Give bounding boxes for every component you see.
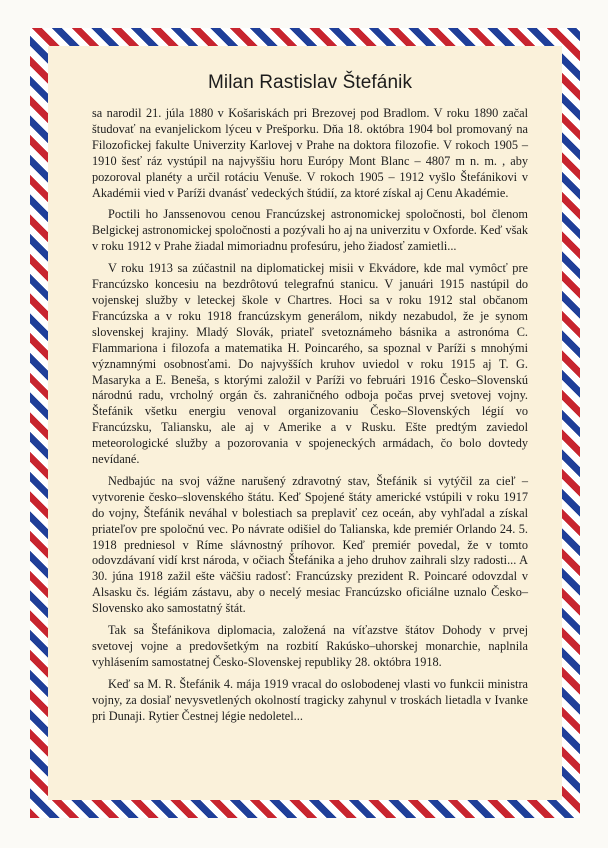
paragraph-2: Poctili ho Janssenovou cenou Francúzskej astronomickej spoločnosti, bol členom Belgickej astronomickej spoločnosti a pozývali ho aj na univerzitu v Oxforde. Keď však v roku 1912 v Prahe žiadal mimoriadnu profesúru, jeho žiadosť zamietli... — [92, 207, 528, 254]
paragraph-4: Nedbajúc na svoj vážne narušený zdravotný stav, Štefánik si vytýčil za cieľ – vytvorenie česko–slovenského štátu. Keď Spojené štáty americké vstúpili v roku 1917 do vojny, Štefánik neváhal v bolestiach sa preplaviť cez oceán, aby vyhľadal a získal priateľov pre spoločnú vec. Po návrate odišiel do Talianska, kde premiér Orlando 24. 5. 1918 predniesol v Ríme slávnostný príhovor. Keď premiér povedal, že v tomto odovzdávaní vidí krst národa, v očiach Štefánika a jeho druhov zaihrali slzy radosti... A 30. júna 1918 zažil ešte väčšiu radosť: Francúzsky prezident R. Poincaré odovzdal v Alsasku čs. légiám zástavu, aby o necelý mesiac Francúzsko oficiálne uznalo Česko–Slovensko ako samostatný štát. — [92, 473, 528, 616]
airmail-stripe-border — [30, 28, 580, 818]
document-body — [92, 106, 528, 725]
text-panel — [48, 46, 562, 800]
paragraph-1: sa narodil 21. júla 1880 v Košariskách pri Brezovej pod Bradlom. V roku 1890 začal študovať na evanjelickom lýceu v Prešporku. Dňa 18. októbra 1904 bol promovaný na Filozofickej fakulte Univerzity Karlovej v Prahe na doktora filozofie. V rokoch 1905 – 1910 šesť ráz vystúpil na najvyššiu horu Európy Mont Blanc – 4807 m n. m. , aby pozoroval planéty a určil rotáciu Venuše. V rokoch 1905 – 1912 vyšlo Štefánikovi v Akadémii vied v Paríži dvanásť vedeckých štúdií, za ktoré získal aj Cenu Akadémie. — [92, 106, 528, 200]
paragraph-5: Tak sa Štefánikova diplomacia, založená na víťazstve štátov Dohody v prvej svetovej vojne a predovšetkým na rozbití Rakúsko–uhorskej monarchie, naplnila vyhlásením samostatnej Česko-Slovenskej republiky 28. októbra 1918. — [92, 623, 528, 669]
paragraph-6: Keď sa M. R. Štefánik 4. mája 1919 vracal do oslobodenej vlasti vo funkcii ministra vojny, za dosiaľ nevysvetlených okolností tragicky zahynul v troskách lietadla v Ivanke pri Dunaji. Rytier Čestnej légie nedoletel... — [92, 676, 528, 723]
paragraph-3: V roku 1913 sa zúčastnil na diplomatickej misii v Ekvádore, kde mal vymôcť pre Francúzsko koncesiu na bezdrôtovú telegrafnú stanicu. V januári 1915 nastúpil do vojenskej služby v leteckej škole v Chartres. Hoci sa v roku 1912 stal občanom Francúzska a v roku 1918 francúzskym generálom, nikdy nezabudol, že je synom slovenskej krajiny. Mladý Slovák, priateľ svetoznámeho básnika a astronóma C. Flammariona i filozofa a matematika H. Poincarého, sa spoznal v Paríži s mnohými významnými osobnosťami. Do najvyšších kruhov uviedol v roku 1915 aj T. G. Masaryka a E. Beneša, s ktorými založil v Paríži vo februári 1916 Česko–Slovenskú národnú radu, vrcholný orgán čs. zahraničného odboja počas prvej svetovej vojny. Štefánik všetku energiu venoval organizovaniu Česko–Slovenských légií vo Francúzsku, Taliansku, ale aj v Amerike a v Rusku. Ešte predtým zaviedol meteorologické služby a pozorovania v spojeneckých armádach, čo bolo dovtedy nevídané. — [92, 261, 528, 467]
document-title: Milan Rastislav Štefánik — [207, 72, 413, 93]
